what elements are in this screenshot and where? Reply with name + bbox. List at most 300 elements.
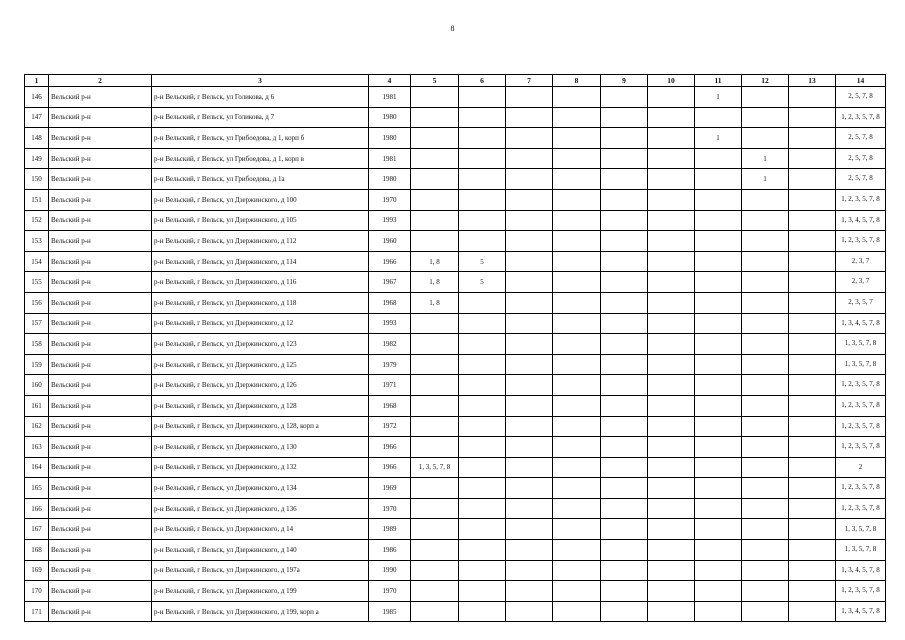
col8-cell <box>553 251 601 272</box>
column-header-6: 6 <box>459 75 506 87</box>
address-cell: р-н Вельский, г Вельск, ул Грибоедова, д 1, корп в <box>152 148 369 169</box>
col13-cell <box>789 148 836 169</box>
year-cell: 1968 <box>369 395 411 416</box>
col7-cell <box>506 334 553 355</box>
col7-cell <box>506 148 553 169</box>
col5-cell <box>411 416 459 437</box>
col14-cell: 2, 5, 7, 8 <box>836 87 886 108</box>
district-cell: Вельский р-н <box>49 148 152 169</box>
col11-cell <box>695 354 742 375</box>
col6-cell <box>459 581 506 602</box>
table-row <box>25 210 886 231</box>
col5-cell <box>411 107 459 128</box>
address-cell: р-н Вельский, г Вельск, ул Дзержинского, д 12 <box>152 313 369 334</box>
address-cell: р-н Вельский, г Вельск, ул Грибоедова, д 1а <box>152 169 369 190</box>
col7-cell <box>506 581 553 602</box>
col7-cell <box>506 437 553 458</box>
col13-cell <box>789 272 836 293</box>
district-cell: Вельский р-н <box>49 540 152 561</box>
housing-table <box>24 74 886 622</box>
district-cell: Вельский р-н <box>49 128 152 149</box>
col11-cell <box>695 416 742 437</box>
district-cell: Вельский р-н <box>49 519 152 540</box>
col13-cell <box>789 354 836 375</box>
col9-cell <box>601 292 648 313</box>
col8-cell <box>553 375 601 396</box>
year-cell: 1960 <box>369 231 411 252</box>
col11-cell <box>695 560 742 581</box>
col5-cell <box>411 540 459 561</box>
table-row <box>25 498 886 519</box>
col13-cell <box>789 601 836 622</box>
year-cell: 1986 <box>369 540 411 561</box>
col10-cell <box>648 189 695 210</box>
col11-cell: 1 <box>695 128 742 149</box>
col11-cell: 1 <box>695 87 742 108</box>
col9-cell <box>601 519 648 540</box>
row-number-cell: 162 <box>25 416 49 437</box>
col13-cell <box>789 478 836 499</box>
col11-cell <box>695 395 742 416</box>
row-number-cell: 155 <box>25 272 49 293</box>
col8-cell <box>553 87 601 108</box>
address-cell: р-н Вельский, г Вельск, ул Дзержинского, д 118 <box>152 292 369 313</box>
col7-cell <box>506 416 553 437</box>
col12-cell <box>742 375 789 396</box>
year-cell: 1980 <box>369 169 411 190</box>
col5-cell <box>411 375 459 396</box>
col10-cell <box>648 498 695 519</box>
column-header-10: 10 <box>648 75 695 87</box>
col8-cell <box>553 292 601 313</box>
year-cell: 1968 <box>369 292 411 313</box>
col5-cell <box>411 210 459 231</box>
table-row <box>25 457 886 478</box>
col6-cell <box>459 478 506 499</box>
col14-cell: 2 <box>836 457 886 478</box>
col13-cell <box>789 251 836 272</box>
col12-cell <box>742 560 789 581</box>
col8-cell <box>553 560 601 581</box>
col9-cell <box>601 272 648 293</box>
col11-cell <box>695 334 742 355</box>
district-cell: Вельский р-н <box>49 498 152 519</box>
col12-cell <box>742 540 789 561</box>
col12-cell <box>742 519 789 540</box>
col7-cell <box>506 189 553 210</box>
col9-cell <box>601 107 648 128</box>
col12-cell <box>742 292 789 313</box>
col8-cell <box>553 148 601 169</box>
col5-cell <box>411 148 459 169</box>
col6-cell: 5 <box>459 272 506 293</box>
col6-cell <box>459 354 506 375</box>
col10-cell <box>648 601 695 622</box>
year-cell: 1993 <box>369 210 411 231</box>
col7-cell <box>506 231 553 252</box>
col6-cell <box>459 540 506 561</box>
address-cell: р-н Вельский, г Вельск, ул Голикова, д 6 <box>152 87 369 108</box>
col9-cell <box>601 313 648 334</box>
col8-cell <box>553 498 601 519</box>
year-cell: 1966 <box>369 457 411 478</box>
col8-cell <box>553 437 601 458</box>
col10-cell <box>648 416 695 437</box>
col6-cell <box>459 313 506 334</box>
col11-cell <box>695 581 742 602</box>
table-row <box>25 313 886 334</box>
col12-cell <box>742 189 789 210</box>
col8-cell <box>553 354 601 375</box>
col9-cell <box>601 478 648 499</box>
address-cell: р-н Вельский, г Вельск, ул Дзержинского, д 114 <box>152 251 369 272</box>
col6-cell <box>459 416 506 437</box>
col13-cell <box>789 231 836 252</box>
col10-cell <box>648 292 695 313</box>
col7-cell <box>506 560 553 581</box>
col9-cell <box>601 395 648 416</box>
col10-cell <box>648 148 695 169</box>
row-number-cell: 167 <box>25 519 49 540</box>
col5-cell <box>411 334 459 355</box>
column-header-8: 8 <box>553 75 601 87</box>
col14-cell: 2, 3, 7 <box>836 272 886 293</box>
col14-cell: 1, 3, 5, 7, 8 <box>836 334 886 355</box>
col5-cell: 1, 8 <box>411 292 459 313</box>
col9-cell <box>601 189 648 210</box>
col14-cell: 1, 2, 3, 5, 7, 8 <box>836 478 886 499</box>
col10-cell <box>648 560 695 581</box>
col12-cell <box>742 251 789 272</box>
col10-cell <box>648 128 695 149</box>
row-number-cell: 171 <box>25 601 49 622</box>
address-cell: р-н Вельский, г Вельск, ул Дзержинского, д 132 <box>152 457 369 478</box>
col12-cell <box>742 395 789 416</box>
col9-cell <box>601 210 648 231</box>
table-row <box>25 292 886 313</box>
row-number-cell: 154 <box>25 251 49 272</box>
col8-cell <box>553 519 601 540</box>
col12-cell: 1 <box>742 148 789 169</box>
col13-cell <box>789 334 836 355</box>
year-cell: 1970 <box>369 498 411 519</box>
col9-cell <box>601 457 648 478</box>
row-number-cell: 158 <box>25 334 49 355</box>
col14-cell: 1, 3, 4, 5, 7, 8 <box>836 313 886 334</box>
column-header-14: 14 <box>836 75 886 87</box>
address-cell: р-н Вельский, г Вельск, ул Грибоедова, д 1, корп б <box>152 128 369 149</box>
column-header-2: 2 <box>49 75 152 87</box>
col9-cell <box>601 251 648 272</box>
row-number-cell: 150 <box>25 169 49 190</box>
row-number-cell: 168 <box>25 540 49 561</box>
table-row <box>25 148 886 169</box>
table-row <box>25 169 886 190</box>
column-header-4: 4 <box>369 75 411 87</box>
col6-cell <box>459 498 506 519</box>
table-row <box>25 540 886 561</box>
table-row <box>25 601 886 622</box>
col8-cell <box>553 189 601 210</box>
col11-cell <box>695 189 742 210</box>
col11-cell <box>695 272 742 293</box>
col12-cell <box>742 354 789 375</box>
col13-cell <box>789 457 836 478</box>
col9-cell <box>601 148 648 169</box>
col5-cell <box>411 560 459 581</box>
col10-cell <box>648 354 695 375</box>
col5-cell <box>411 189 459 210</box>
year-cell: 1981 <box>369 87 411 108</box>
col9-cell <box>601 87 648 108</box>
col12-cell <box>742 128 789 149</box>
address-cell: р-н Вельский, г Вельск, ул Дзержинского, д 105 <box>152 210 369 231</box>
col7-cell <box>506 478 553 499</box>
col7-cell <box>506 87 553 108</box>
col13-cell <box>789 560 836 581</box>
col13-cell <box>789 540 836 561</box>
col8-cell <box>553 169 601 190</box>
table-row <box>25 395 886 416</box>
col5-cell: 1, 3, 5, 7, 8 <box>411 457 459 478</box>
col7-cell <box>506 498 553 519</box>
address-cell: р-н Вельский, г Вельск, ул Дзержинского, д 128, корп а <box>152 416 369 437</box>
col14-cell: 2, 5, 7, 8 <box>836 128 886 149</box>
col7-cell <box>506 601 553 622</box>
district-cell: Вельский р-н <box>49 210 152 231</box>
col6-cell <box>459 128 506 149</box>
col7-cell <box>506 210 553 231</box>
year-cell: 1990 <box>369 560 411 581</box>
district-cell: Вельский р-н <box>49 375 152 396</box>
row-number-cell: 160 <box>25 375 49 396</box>
col11-cell <box>695 148 742 169</box>
col10-cell <box>648 375 695 396</box>
col6-cell <box>459 107 506 128</box>
row-number-cell: 152 <box>25 210 49 231</box>
district-cell: Вельский р-н <box>49 107 152 128</box>
row-number-cell: 165 <box>25 478 49 499</box>
col5-cell <box>411 354 459 375</box>
year-cell: 1982 <box>369 334 411 355</box>
col11-cell <box>695 540 742 561</box>
col7-cell <box>506 519 553 540</box>
col10-cell <box>648 478 695 499</box>
table-row <box>25 231 886 252</box>
col11-cell <box>695 457 742 478</box>
col12-cell <box>742 581 789 602</box>
col8-cell <box>553 601 601 622</box>
col6-cell <box>459 189 506 210</box>
year-cell: 1980 <box>369 128 411 149</box>
col10-cell <box>648 457 695 478</box>
district-cell: Вельский р-н <box>49 560 152 581</box>
row-number-cell: 163 <box>25 437 49 458</box>
row-number-cell: 161 <box>25 395 49 416</box>
address-cell: р-н Вельский, г Вельск, ул Дзержинского, д 128 <box>152 395 369 416</box>
col9-cell <box>601 498 648 519</box>
col13-cell <box>789 189 836 210</box>
col14-cell: 1, 2, 3, 5, 7, 8 <box>836 581 886 602</box>
table-row <box>25 375 886 396</box>
col14-cell: 1, 2, 3, 5, 7, 8 <box>836 189 886 210</box>
col13-cell <box>789 437 836 458</box>
col10-cell <box>648 437 695 458</box>
col5-cell <box>411 478 459 499</box>
col10-cell <box>648 313 695 334</box>
district-cell: Вельский р-н <box>49 231 152 252</box>
col9-cell <box>601 334 648 355</box>
table-body <box>25 87 886 622</box>
col14-cell: 1, 2, 3, 5, 7, 8 <box>836 416 886 437</box>
col11-cell <box>695 169 742 190</box>
table-row <box>25 251 886 272</box>
col8-cell <box>553 210 601 231</box>
col13-cell <box>789 498 836 519</box>
col7-cell <box>506 354 553 375</box>
district-cell: Вельский р-н <box>49 334 152 355</box>
row-number-cell: 148 <box>25 128 49 149</box>
col14-cell: 1, 3, 5, 7, 8 <box>836 540 886 561</box>
col5-cell <box>411 169 459 190</box>
col12-cell <box>742 601 789 622</box>
col12-cell: 1 <box>742 169 789 190</box>
year-cell: 1980 <box>369 107 411 128</box>
col6-cell: 5 <box>459 251 506 272</box>
row-number-cell: 156 <box>25 292 49 313</box>
row-number-cell: 159 <box>25 354 49 375</box>
col13-cell <box>789 292 836 313</box>
address-cell: р-н Вельский, г Вельск, ул Дзержинского, д 126 <box>152 375 369 396</box>
col11-cell <box>695 210 742 231</box>
table-row <box>25 128 886 149</box>
table-row <box>25 354 886 375</box>
col11-cell <box>695 107 742 128</box>
col12-cell <box>742 272 789 293</box>
table-row <box>25 107 886 128</box>
column-header-5: 5 <box>411 75 459 87</box>
col8-cell <box>553 107 601 128</box>
col12-cell <box>742 313 789 334</box>
col9-cell <box>601 375 648 396</box>
col9-cell <box>601 416 648 437</box>
col13-cell <box>789 128 836 149</box>
address-cell: р-н Вельский, г Вельск, ул Дзержинского, д 116 <box>152 272 369 293</box>
col8-cell <box>553 540 601 561</box>
year-cell: 1967 <box>369 272 411 293</box>
col13-cell <box>789 313 836 334</box>
col12-cell <box>742 498 789 519</box>
col6-cell <box>459 87 506 108</box>
col11-cell <box>695 601 742 622</box>
col14-cell: 1, 2, 3, 5, 7, 8 <box>836 107 886 128</box>
col14-cell: 1, 2, 3, 5, 7, 8 <box>836 498 886 519</box>
col8-cell <box>553 457 601 478</box>
row-number-cell: 151 <box>25 189 49 210</box>
col9-cell <box>601 540 648 561</box>
col9-cell <box>601 581 648 602</box>
col8-cell <box>553 334 601 355</box>
row-number-cell: 149 <box>25 148 49 169</box>
col5-cell <box>411 498 459 519</box>
table-row <box>25 519 886 540</box>
col5-cell <box>411 519 459 540</box>
address-cell: р-н Вельский, г Вельск, ул Дзержинского, д 112 <box>152 231 369 252</box>
col5-cell <box>411 231 459 252</box>
col5-cell <box>411 313 459 334</box>
col13-cell <box>789 519 836 540</box>
address-cell: р-н Вельский, г Вельск, ул Дзержинского, д 136 <box>152 498 369 519</box>
col14-cell: 2, 5, 7, 8 <box>836 169 886 190</box>
district-cell: Вельский р-н <box>49 292 152 313</box>
col7-cell <box>506 313 553 334</box>
col13-cell <box>789 210 836 231</box>
col7-cell <box>506 272 553 293</box>
col11-cell <box>695 292 742 313</box>
district-cell: Вельский р-н <box>49 272 152 293</box>
year-cell: 1989 <box>369 519 411 540</box>
address-cell: р-н Вельский, г Вельск, ул Дзержинского, д 123 <box>152 334 369 355</box>
col6-cell <box>459 169 506 190</box>
district-cell: Вельский р-н <box>49 437 152 458</box>
col6-cell <box>459 231 506 252</box>
district-cell: Вельский р-н <box>49 354 152 375</box>
district-cell: Вельский р-н <box>49 169 152 190</box>
column-header-13: 13 <box>789 75 836 87</box>
table-row <box>25 560 886 581</box>
table-row <box>25 437 886 458</box>
page-number: 8 <box>450 24 455 33</box>
table-row <box>25 581 886 602</box>
district-cell: Вельский р-н <box>49 87 152 108</box>
year-cell: 1981 <box>369 148 411 169</box>
year-cell: 1969 <box>369 478 411 499</box>
district-cell: Вельский р-н <box>49 251 152 272</box>
row-number-cell: 166 <box>25 498 49 519</box>
col12-cell <box>742 210 789 231</box>
col8-cell <box>553 272 601 293</box>
col7-cell <box>506 292 553 313</box>
col10-cell <box>648 395 695 416</box>
address-cell: р-н Вельский, г Вельск, ул Голикова, д 7 <box>152 107 369 128</box>
col5-cell <box>411 581 459 602</box>
col7-cell <box>506 375 553 396</box>
col14-cell: 1, 2, 3, 5, 7, 8 <box>836 231 886 252</box>
col13-cell <box>789 87 836 108</box>
column-header-9: 9 <box>601 75 648 87</box>
col10-cell <box>648 272 695 293</box>
address-cell: р-н Вельский, г Вельск, ул Дзержинского, д 130 <box>152 437 369 458</box>
address-cell: р-н Вельский, г Вельск, ул Дзержинского, д 14 <box>152 519 369 540</box>
table-header-row <box>25 75 886 87</box>
col6-cell <box>459 334 506 355</box>
year-cell: 1966 <box>369 251 411 272</box>
col14-cell: 1, 2, 3, 5, 7, 8 <box>836 395 886 416</box>
row-number-cell: 164 <box>25 457 49 478</box>
table-row <box>25 478 886 499</box>
col6-cell <box>459 437 506 458</box>
col10-cell <box>648 107 695 128</box>
address-cell: р-н Вельский, г Вельск, ул Дзержинского, д 197а <box>152 560 369 581</box>
table-row <box>25 272 886 293</box>
col8-cell <box>553 416 601 437</box>
col7-cell <box>506 107 553 128</box>
col10-cell <box>648 169 695 190</box>
col14-cell: 2, 5, 7, 8 <box>836 148 886 169</box>
col8-cell <box>553 395 601 416</box>
col6-cell <box>459 457 506 478</box>
col10-cell <box>648 334 695 355</box>
